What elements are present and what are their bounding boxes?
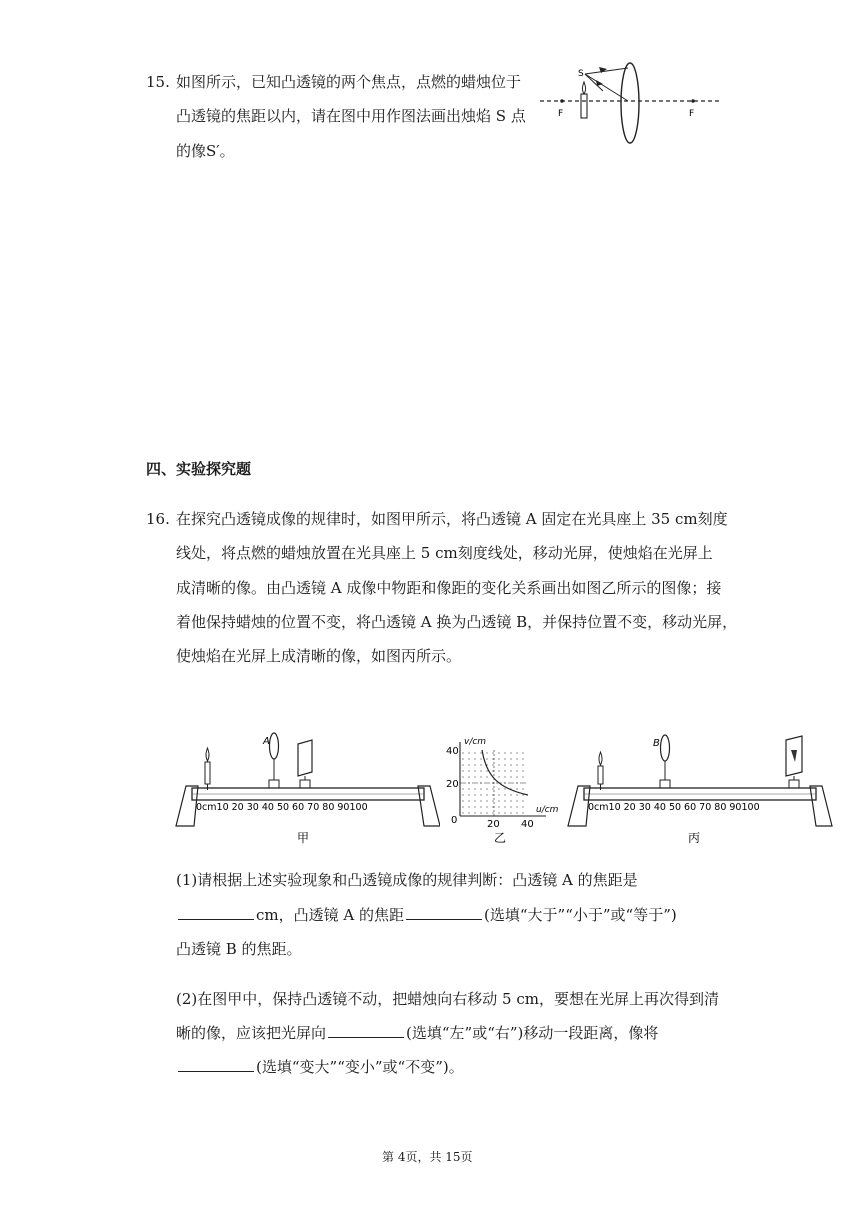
q16-text-line2: 线处，将点燃的蜡烛放置在光具座上 5 cm刻度线处，移动光屏，使烛焰在光屏上 — [176, 544, 713, 562]
candle-flame — [599, 752, 602, 765]
x-axis-label: u/cm — [536, 805, 559, 815]
y-tick-40: 40 — [446, 746, 459, 757]
q15-number: 15. — [146, 73, 170, 91]
candle-flame — [206, 748, 209, 761]
lens-b — [661, 735, 670, 761]
q16-text-line4: 着他保持蜡烛的位置不变，将凸透镜 A 换为凸透镜 B，并保持位置不变，移动光屏， — [176, 613, 738, 631]
figure-caption-bing: 丙 — [688, 831, 701, 845]
q16-sub1-line2 — [176, 905, 677, 925]
right-focus-label: F — [689, 109, 695, 119]
x-tick-20: 20 — [487, 819, 500, 830]
q15-text-line2: 凸透镜的焦距以内，请在图中用作图法画出烛焰 S 点 — [176, 107, 526, 125]
figure-caption-yi: 乙 — [494, 831, 507, 845]
bench-left-leg — [176, 786, 198, 826]
lens-b-label: B — [653, 738, 660, 749]
figure-bing-optical-bench — [562, 728, 834, 848]
q16-sub2-line2 — [176, 1023, 658, 1043]
section-heading: 四、实验探究题 — [146, 460, 252, 478]
candle-flame — [582, 82, 585, 94]
y-axis-label: v/cm — [464, 737, 487, 747]
left-focus-label: F — [558, 109, 564, 119]
lens-b-base — [660, 780, 670, 788]
bench-right-leg — [810, 786, 832, 826]
flame-image-icon — [791, 750, 797, 762]
q16-text-line1: 在探究凸透镜成像的规律时，如图甲所示，将凸透镜 A 固定在光具座上 35 cm刻度 — [176, 510, 728, 528]
convex-lens — [621, 63, 639, 143]
answer-blank[interactable] — [328, 1023, 404, 1038]
answer-blank[interactable] — [406, 905, 482, 920]
q16-sub1-line2-part-a: cm，凸透镜 A 的焦距 — [256, 906, 404, 924]
bench-scale-ticks: 0cm10 20 30 40 50 60 70 80 90100 — [588, 802, 760, 813]
page-footer: 第 4页，共 15页 — [382, 1150, 473, 1164]
q16-sub2-line3 — [176, 1057, 464, 1077]
q16-sub2-line2-part-b: (选填“左”或“右”)移动一段距离，像将 — [406, 1024, 659, 1042]
candle-body — [581, 94, 587, 118]
figure-jia-optical-bench — [170, 728, 440, 848]
q16-sub2-line2-part-a: 晰的像，应该把光屏向 — [176, 1024, 327, 1042]
q16-number: 16. — [146, 510, 170, 528]
answer-blank[interactable] — [178, 905, 254, 920]
origin-label: 0 — [451, 815, 458, 826]
right-focus-point — [691, 99, 695, 103]
q16-sub2-line3-text: (选填“变大”“变小”或“不变”)。 — [256, 1058, 464, 1076]
q15-text-line3: 的像S′。 — [176, 142, 235, 160]
figure-caption-jia: 甲 — [297, 831, 310, 845]
q16-text-line5: 使烛焰在光屏上成清晰的像，如图丙所示。 — [176, 647, 462, 665]
x-tick-40: 40 — [521, 819, 534, 830]
q16-sub1-line3: 凸透镜 B 的焦距。 — [176, 940, 302, 958]
q15-text-line1: 如图所示，已知凸透镜的两个焦点，点燃的蜡烛位于 — [176, 73, 522, 91]
screen-base — [789, 780, 799, 788]
bench-right-leg — [418, 786, 440, 826]
q16-sub1-line1: (1)请根据上述实验现象和凸透镜成像的规律判断：凸透镜 A 的焦距是 — [176, 871, 638, 889]
q16-text-line3: 成清晰的像。由凸透镜 A 成像中物距和像距的变化关系画出如图乙所示的图像；接 — [176, 579, 722, 597]
light-screen — [298, 740, 312, 776]
answer-blank[interactable] — [178, 1057, 254, 1072]
candle-body — [598, 766, 603, 784]
screen-base — [300, 780, 310, 788]
lens-a-base — [269, 780, 279, 788]
figure-yi-graph — [444, 728, 564, 848]
point-s-label: S — [578, 69, 584, 79]
lens-a — [270, 733, 279, 759]
q16-sub2-line1: (2)在图甲中，保持凸透镜不动，把蜡烛向右移动 5 cm，要想在光屏上再次得到清 — [176, 990, 719, 1008]
y-tick-20: 20 — [446, 779, 459, 790]
left-focus-point — [560, 99, 564, 103]
q16-sub1-line2-part-b: (选填“大于”“小于”或“等于”) — [484, 906, 677, 924]
bench-left-leg — [568, 786, 590, 826]
q15-lens-diagram — [535, 58, 725, 148]
lens-a-label: A — [263, 736, 270, 747]
bench-scale-ticks: 0cm10 20 30 40 50 60 70 80 90100 — [196, 802, 368, 813]
candle-body — [205, 762, 210, 784]
